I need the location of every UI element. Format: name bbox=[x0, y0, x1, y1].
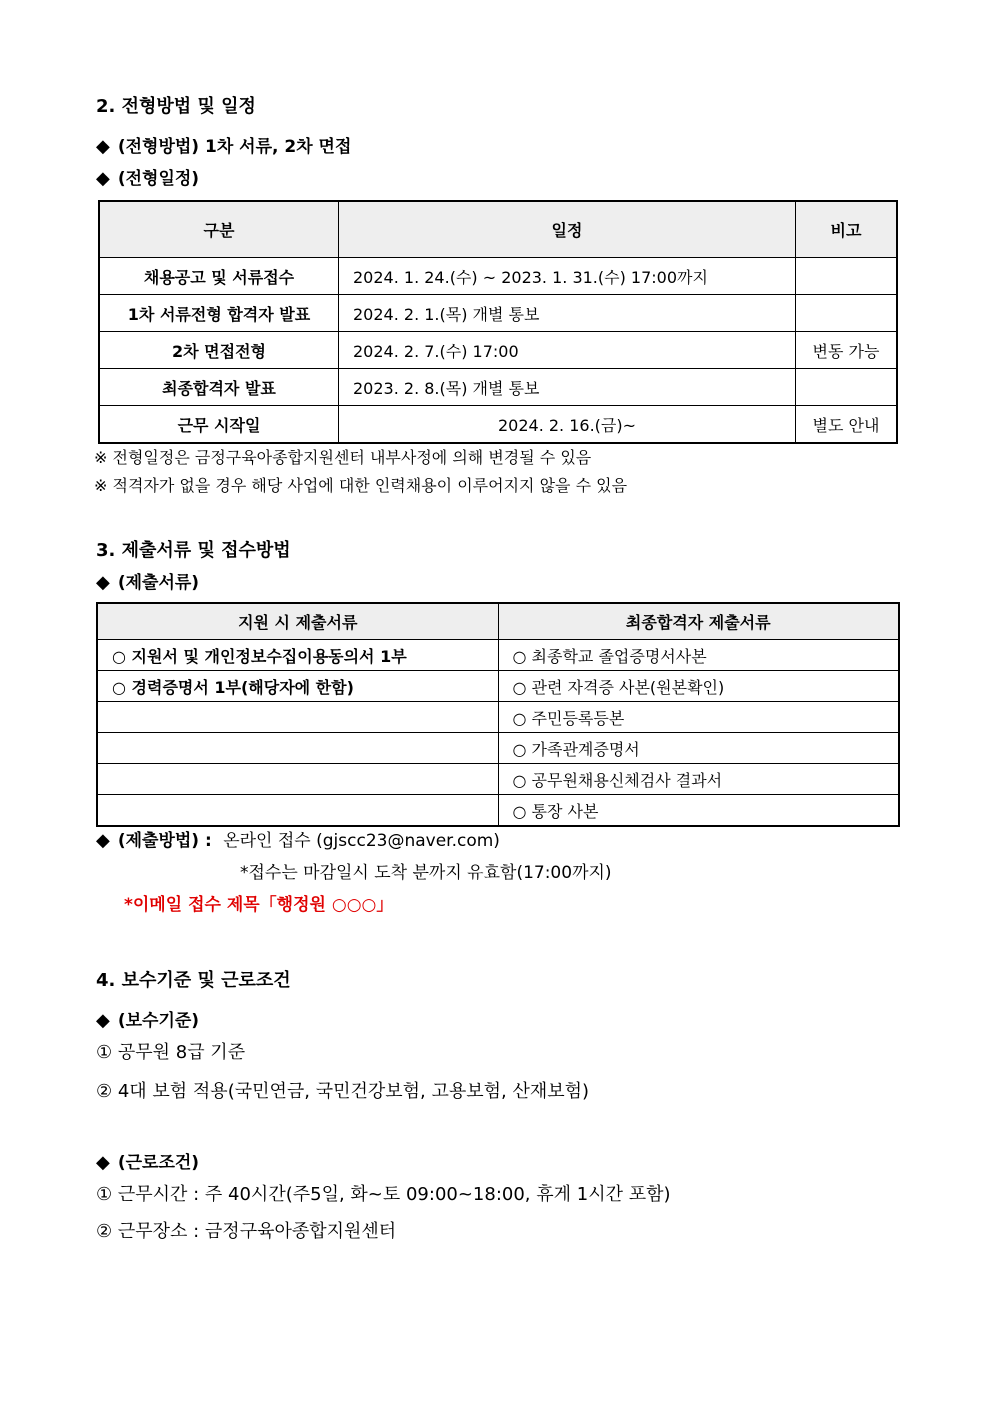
work-label: (근로조건) bbox=[117, 1153, 200, 1173]
final-doc-cell: ○ 주민등록등본 bbox=[498, 702, 899, 733]
docs-label-line bbox=[96, 568, 199, 593]
apply-doc-cell bbox=[97, 795, 498, 827]
table-row bbox=[99, 369, 897, 406]
table-row bbox=[97, 671, 899, 702]
work-item-2: ② 근무장소 : 금정구육아종합지원센터 bbox=[96, 1221, 397, 1242]
schedule-label: (전형일정) bbox=[117, 169, 200, 189]
work-label-line bbox=[96, 1148, 199, 1173]
documents-table bbox=[96, 602, 900, 827]
section2-title: 2. 전형방법 및 일정 bbox=[96, 96, 256, 117]
table-row bbox=[97, 795, 899, 827]
row-date: 2023. 2. 8.(목) 개별 통보 bbox=[339, 369, 796, 406]
table-row bbox=[97, 764, 899, 795]
table-row bbox=[99, 295, 897, 332]
row-remark bbox=[796, 258, 898, 295]
submit-method-line bbox=[96, 826, 500, 851]
final-doc-cell: ○ 가족관계증명서 bbox=[498, 733, 899, 764]
diamond-bullet-icon: ◆ bbox=[96, 136, 110, 157]
row-category: 채용공고 및 서류접수 bbox=[99, 258, 339, 295]
submit-method-value: 온라인 접수 (gjscc23@naver.com) bbox=[223, 831, 500, 851]
email-subject-note: *이메일 접수 제목「행정원 ○○○」 bbox=[124, 895, 394, 915]
header-date: 일정 bbox=[339, 201, 796, 258]
table-header-row bbox=[99, 201, 897, 258]
row-date: 2024. 2. 7.(수) 17:00 bbox=[339, 332, 796, 369]
diamond-bullet-icon: ◆ bbox=[96, 572, 110, 593]
pay-item-1: ① 공무원 8급 기준 bbox=[96, 1042, 246, 1063]
diamond-bullet-icon: ◆ bbox=[96, 1152, 110, 1173]
diamond-bullet-icon: ◆ bbox=[96, 830, 110, 851]
table-row bbox=[99, 332, 897, 369]
final-doc-cell: ○ 최종학교 졸업증명서사본 bbox=[498, 640, 899, 671]
work-item-1: ① 근무시간 : 주 40시간(주5일, 화~토 09:00~18:00, 휴게 1시간 포함) bbox=[96, 1184, 671, 1205]
submit-deadline-note: *접수는 마감일시 도착 분까지 유효함(17:00까지) bbox=[240, 863, 612, 883]
docs-label: (제출서류) bbox=[117, 573, 200, 593]
schedule-table bbox=[98, 200, 898, 444]
header-remark: 비고 bbox=[796, 201, 898, 258]
table-row bbox=[97, 702, 899, 733]
diamond-bullet-icon: ◆ bbox=[96, 1010, 110, 1031]
table-row bbox=[97, 640, 899, 671]
row-category: 근무 시작일 bbox=[99, 406, 339, 444]
table-row bbox=[99, 406, 897, 444]
apply-doc-cell bbox=[97, 733, 498, 764]
schedule-note-2: ※ 적격자가 없을 경우 해당 사업에 대한 인력채용이 이루어지지 않을 수 있음 bbox=[94, 476, 628, 495]
row-date: 2024. 2. 16.(금)~ bbox=[339, 406, 796, 444]
apply-doc-cell bbox=[97, 702, 498, 733]
apply-doc-cell: ○ 경력증명서 1부(해당자에 한함) bbox=[97, 671, 498, 702]
row-category: 2차 면접전형 bbox=[99, 332, 339, 369]
row-remark: 변동 가능 bbox=[796, 332, 898, 369]
header-final-docs: 최종합격자 제출서류 bbox=[498, 603, 899, 640]
row-date: 2024. 2. 1.(목) 개별 통보 bbox=[339, 295, 796, 332]
section4-title: 4. 보수기준 및 근로조건 bbox=[96, 970, 291, 991]
row-remark bbox=[796, 369, 898, 406]
pay-item-2: ② 4대 보험 적용(국민연금, 국민건강보험, 고용보험, 산재보험) bbox=[96, 1081, 590, 1102]
apply-doc-cell bbox=[97, 764, 498, 795]
row-date: 2024. 1. 24.(수) ~ 2023. 1. 31.(수) 17:00까지 bbox=[339, 258, 796, 295]
final-doc-cell: ○ 관련 자격증 사본(원본확인) bbox=[498, 671, 899, 702]
row-category: 최종합격자 발표 bbox=[99, 369, 339, 406]
final-doc-cell: ○ 공무원채용신체검사 결과서 bbox=[498, 764, 899, 795]
method-text: (전형방법) 1차 서류, 2차 면접 bbox=[117, 137, 352, 157]
pay-label: (보수기준) bbox=[117, 1011, 200, 1031]
schedule-label-line bbox=[96, 164, 199, 189]
final-doc-cell: ○ 통장 사본 bbox=[498, 795, 899, 827]
table-row bbox=[99, 258, 897, 295]
row-category: 1차 서류전형 합격자 발표 bbox=[99, 295, 339, 332]
row-remark bbox=[796, 295, 898, 332]
section3-title: 3. 제출서류 및 접수방법 bbox=[96, 540, 291, 561]
row-remark: 별도 안내 bbox=[796, 406, 898, 444]
schedule-note-1: ※ 전형일정은 금정구육아종합지원센터 내부사정에 의해 변경될 수 있음 bbox=[94, 448, 592, 467]
diamond-bullet-icon: ◆ bbox=[96, 168, 110, 189]
method-line bbox=[96, 132, 351, 157]
pay-label-line bbox=[96, 1006, 199, 1031]
header-apply-docs: 지원 시 제출서류 bbox=[97, 603, 498, 640]
submit-method-label: (제출방법) : bbox=[117, 831, 212, 851]
header-category: 구분 bbox=[99, 201, 339, 258]
table-row bbox=[97, 733, 899, 764]
apply-doc-cell: ○ 지원서 및 개인정보수집이용동의서 1부 bbox=[97, 640, 498, 671]
table-header-row bbox=[97, 603, 899, 640]
